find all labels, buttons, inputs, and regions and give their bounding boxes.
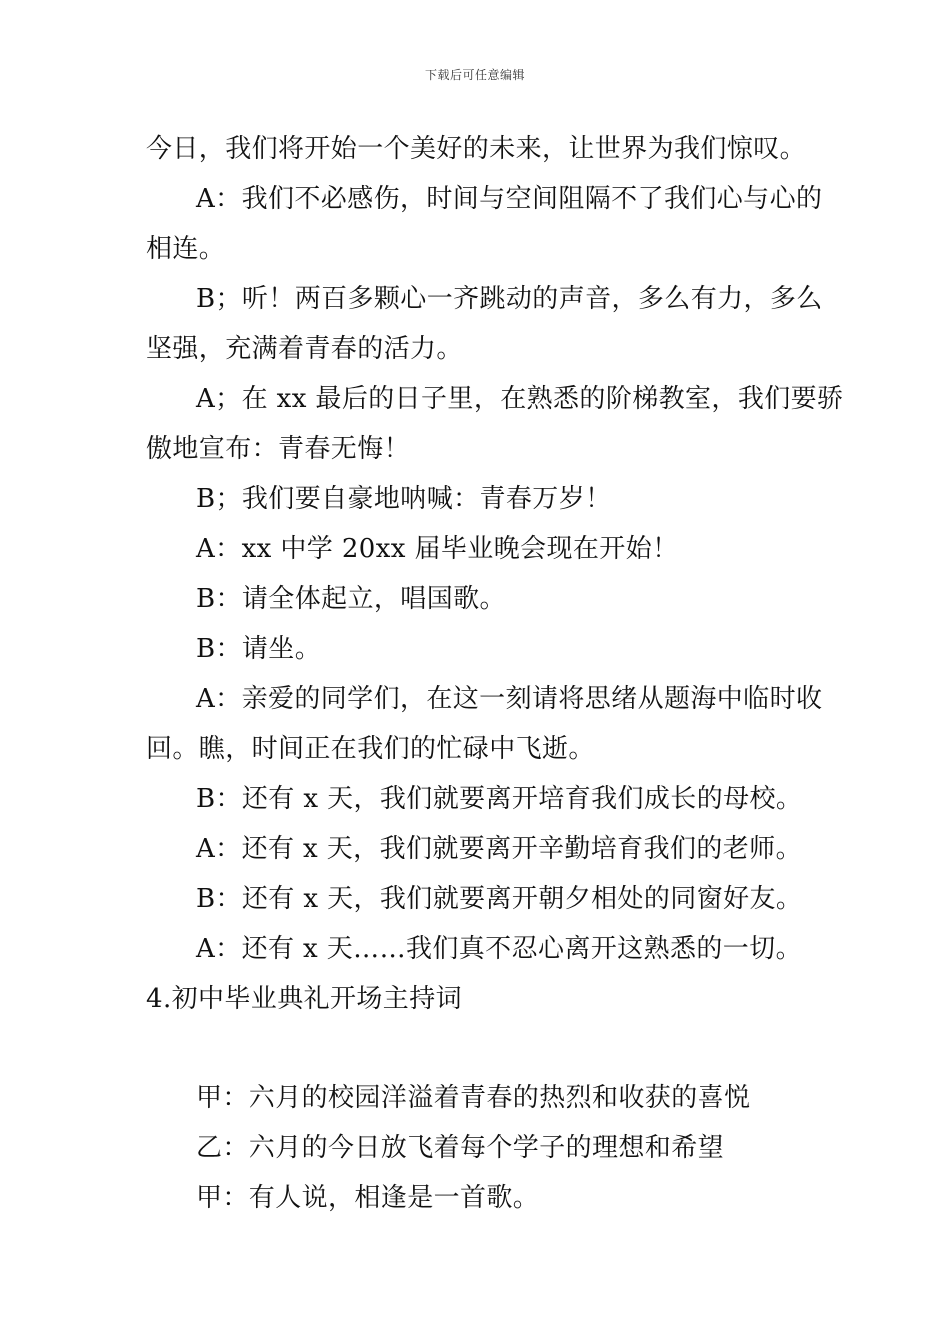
- paragraph-line: A：还有 x 天，我们就要离开辛勤培育我们的老师。: [196, 834, 802, 864]
- paragraph-line: 回。瞧，时间正在我们的忙碌中飞逝。: [146, 734, 595, 764]
- paragraph-line: 傲地宣布：青春无悔！: [146, 434, 411, 464]
- paragraph-line: A：xx 中学 20xx 届毕业晚会现在开始！: [196, 534, 679, 564]
- paragraph-line: A：还有 x 天……我们真不忍心离开这熟悉的一切。: [196, 934, 802, 964]
- paragraph-line: B：请坐。: [196, 634, 322, 664]
- paragraph-line: A：我们不必感伤，时间与空间阻隔不了我们心与心的: [196, 184, 823, 214]
- paragraph-line: 甲：有人说，相逢是一首歌。: [196, 1183, 540, 1213]
- paragraph-line: 坚强，充满着青春的活力。: [146, 334, 463, 364]
- paragraph-line: A：亲爱的同学们，在这一刻请将思绪从题海中临时收: [196, 684, 823, 714]
- page-header: 下载后可任意编辑: [424, 68, 525, 82]
- paragraph-line: 乙：六月的今日放飞着每个学子的理想和希望: [196, 1133, 725, 1163]
- paragraph-line: 今日，我们将开始一个美好的未来，让世界为我们惊叹。: [146, 134, 807, 164]
- paragraph-line: B；听！两百多颗心一齐跳动的声音，多么有力，多么: [196, 284, 823, 314]
- paragraph-line: 甲：六月的校园洋溢着青春的热烈和收获的喜悦: [196, 1083, 751, 1113]
- section-heading: 4.初中毕业典礼开场主持词: [146, 984, 463, 1014]
- paragraph-line: B：还有 x 天，我们就要离开朝夕相处的同窗好友。: [196, 884, 803, 914]
- paragraph-line: B；我们要自豪地呐喊：青春万岁！: [196, 484, 612, 514]
- paragraph-line: B：请全体起立，唱国歌。: [196, 584, 506, 614]
- paragraph-line: B：还有 x 天，我们就要离开培育我们成长的母校。: [196, 784, 803, 814]
- paragraph-line: 相连。: [146, 234, 226, 264]
- paragraph-line: A；在 xx 最后的日子里，在熟悉的阶梯教室，我们要骄: [196, 384, 844, 414]
